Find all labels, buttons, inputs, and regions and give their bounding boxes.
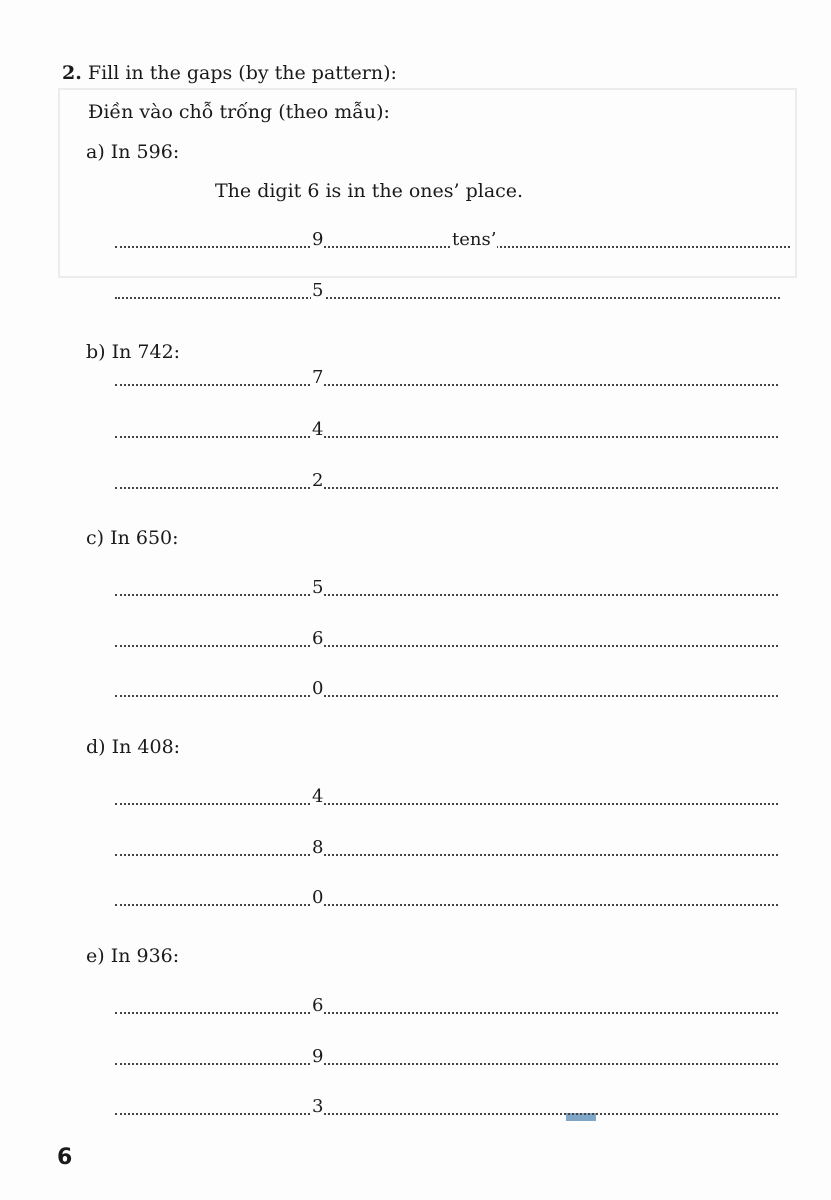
exercise-instruction: Fill in the gaps (by the pattern): xyxy=(87,62,397,84)
given-digit: 7 xyxy=(312,367,324,388)
answer-line[interactable] xyxy=(115,886,778,910)
answer-line[interactable] xyxy=(115,1095,778,1119)
section-a-label: a) In 596: xyxy=(86,141,180,163)
answer-line[interactable] xyxy=(115,576,778,600)
section-e-label: e) In 936: xyxy=(86,945,180,967)
given-digit: 2 xyxy=(312,470,324,491)
answer-line[interactable] xyxy=(115,366,778,390)
given-digit: 5 xyxy=(312,280,324,301)
given-digit: 4 xyxy=(312,419,324,440)
exercise-subtitle: Điền vào chỗ trống (theo mẫu): xyxy=(88,101,390,123)
section-b-label: b) In 742: xyxy=(86,341,181,363)
answer-line[interactable] xyxy=(115,994,778,1018)
given-digit: 4 xyxy=(312,786,324,807)
answer-line[interactable] xyxy=(115,279,780,303)
given-digit: 5 xyxy=(312,577,324,598)
answer-line[interactable] xyxy=(115,228,790,252)
example-sentence: The digit 6 is in the ones’ place. xyxy=(215,180,524,202)
given-digit: 6 xyxy=(312,628,324,649)
answer-line[interactable] xyxy=(115,836,778,860)
given-digit: 3 xyxy=(312,1096,324,1117)
answer-line[interactable] xyxy=(115,627,778,651)
given-digit: 0 xyxy=(312,678,324,699)
answer-line[interactable] xyxy=(115,785,778,809)
answer-line[interactable] xyxy=(115,1045,778,1069)
given-digit: 8 xyxy=(312,837,324,858)
section-c-label: c) In 650: xyxy=(86,527,179,549)
exercise-title xyxy=(62,62,397,84)
page-number: 6 xyxy=(57,1145,73,1170)
given-word: tens’ xyxy=(452,229,497,250)
section-d-label: d) In 408: xyxy=(86,736,181,758)
given-digit: 6 xyxy=(312,995,324,1016)
given-digit: 0 xyxy=(312,887,324,908)
answer-line[interactable] xyxy=(115,469,778,493)
answer-line[interactable] xyxy=(115,418,778,442)
given-digit: 9 xyxy=(312,229,324,250)
given-digit: 9 xyxy=(312,1046,324,1067)
exercise-number: 2. xyxy=(62,62,82,84)
answer-line[interactable] xyxy=(115,677,778,701)
